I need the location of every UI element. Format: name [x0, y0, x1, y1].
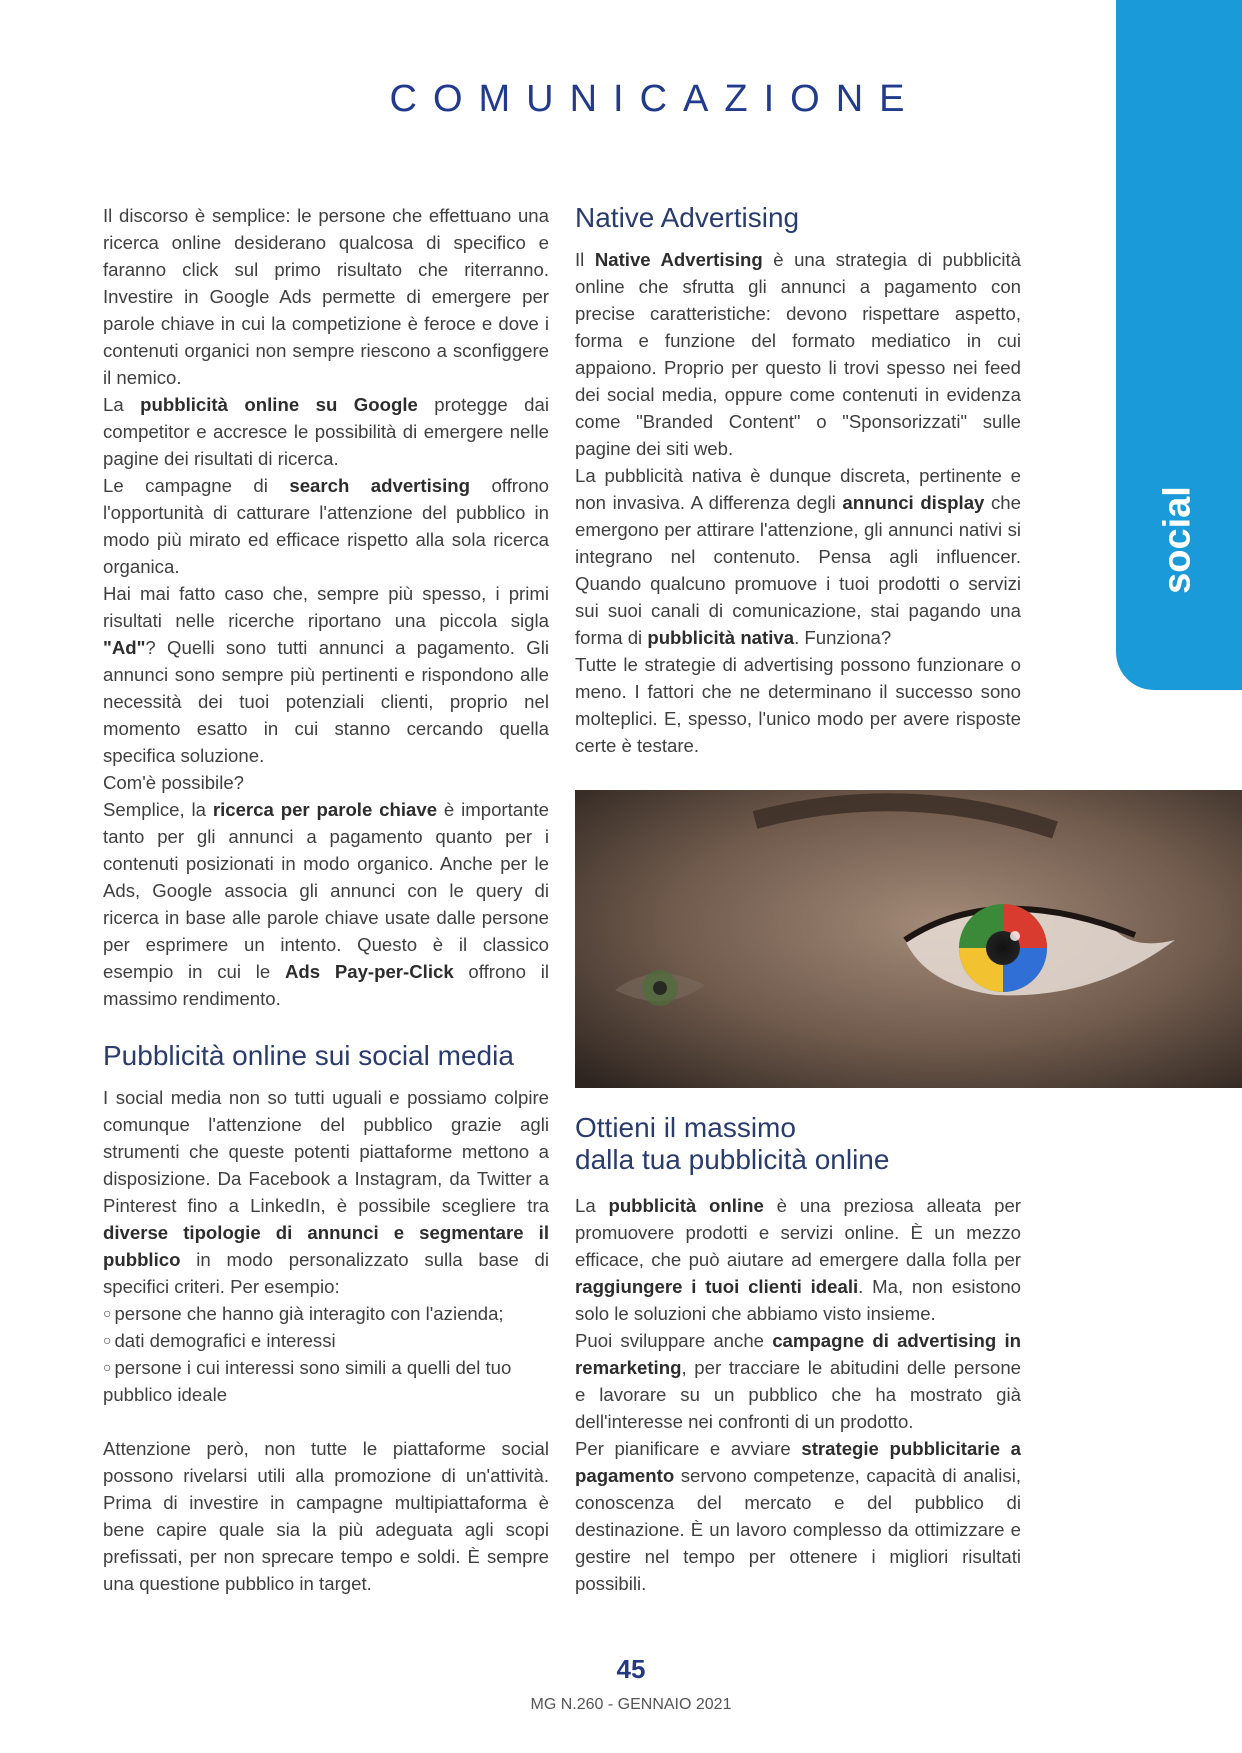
text-run: I social media non so tutti uguali e possiamo colpire comunque l'attenzione del pubblico grazie agli strumenti che queste potenti piattaforme mettono a disposizione. Da Facebook a Instagram, da Twitter a Pinterest fino a LinkedIn, è possibile scegliere tra: [103, 1087, 549, 1216]
body-paragraph: [103, 202, 549, 391]
body-paragraph: [575, 1192, 1021, 1327]
text-run: Semplice, la: [103, 799, 213, 820]
body-paragraph: [575, 246, 1021, 462]
list-item: ○ dati demografici e interessi: [103, 1327, 549, 1354]
bold-text: pubblicità online su Google: [140, 394, 418, 415]
page-header: COMUNICAZIONE: [389, 78, 921, 120]
left-column: [103, 202, 549, 1597]
right-column-top: [575, 202, 1021, 759]
text-run: è una preziosa alleata per promuovere prodotti e servizi online. È un mezzo efficace, che può aiutare ad emergere dalla folla per: [575, 1195, 1021, 1270]
page-number: 45: [616, 1654, 646, 1684]
bold-text: annunci display: [842, 492, 985, 513]
body-paragraph: [103, 472, 549, 580]
text-run: Tutte le strategie di advertising possono funzionare o meno. I fattori che ne determinano il successo sono molteplici. E, spesso, l'unico modo per avere risposte certe è testare.: [575, 654, 1021, 756]
bold-text: strategie pubblicitarie a pagamento: [575, 1438, 1021, 1486]
text-run: servono competenze, capacità di analisi, conoscenza del mercato e del pubblico di destinazione. È un lavoro complesso da ottimizzare e gestire nel tempo per ottenere i migliori risultati possibili.: [575, 1465, 1021, 1594]
list-item: ○ persone che hanno già interagito con l'azienda;: [103, 1300, 549, 1327]
body-paragraph: [103, 769, 549, 796]
closing-paragraph: Attenzione però, non tutte le piattaforme social possono rivelarsi utili alla promozione di un'attività. Prima di investire in campagne multipiattaforma è bene capire quale sia la più adeguata agli scopi prefissati, per non sprecare tempo e soldi. È sempre una questione pubblico in target.: [103, 1438, 549, 1594]
bold-text: ricerca per parole chiave: [212, 799, 438, 820]
left-paragraphs: [103, 202, 549, 1012]
eye-illustration: [575, 790, 1242, 1088]
text-run: protegge dai competitor e accresce le possibilità di emergere nelle pagine dei risultati di ricerca.: [103, 394, 549, 469]
bold-text: pubblicità online: [608, 1195, 764, 1216]
bold-text: Ads Pay-per-Click: [284, 961, 454, 982]
native-paragraphs: [575, 246, 1021, 759]
text-run: Hai mai fatto caso che, sempre più spesso, i primi risultati nelle ricerche riportano una piccola sigla: [103, 583, 549, 631]
ottieni-heading-line1: Ottieni il massimo: [575, 1112, 796, 1143]
text-run: Il: [575, 249, 595, 270]
text-run: ? Quelli sono tutti annunci a pagamento. Gli annunci sono sempre più pertinenti e rispondono alle necessità dei tuoi potenziali clienti, proprio nel momento esatto in cui stanno cercando quella specifica soluzione.: [103, 637, 549, 766]
text-run: è importante tanto per gli annunci a pagamento quanto per i contenuti posizionati in modo organico. Anche per le Ads, Google associa gli annunci con le query di ricerca in base alle parole chiave usate dalle persone per esprimere un intento. Questo è il classico esempio in cui le: [103, 799, 549, 982]
body-paragraph: [103, 391, 549, 472]
text-run: Per pianificare e avviare: [575, 1438, 802, 1459]
bold-text: raggiungere i tuoi clienti ideali: [575, 1276, 859, 1297]
eye-photo: [575, 790, 1242, 1088]
section-tab-label: social: [1156, 486, 1199, 594]
bold-text: pubblicità nativa: [647, 627, 795, 648]
text-run: Il discorso è semplice: le persone che effettuano una ricerca online desiderano qualcosa di specifico e faranno click sul primo risultato che riterranno. Investire in Google Ads permette di emergere per parole chiave in cui la competizione è feroce e dove i contenuti organici non sempre riescono a sconfiggere il nemico.: [103, 205, 549, 388]
spacer: [103, 1408, 549, 1435]
social-paragraphs: [103, 1084, 549, 1300]
body-paragraph: [575, 1435, 1021, 1597]
text-run: che emergono per attirare l'attenzione, gli annunci nativi si integrano nel contenuto. Pensa agli influencer. Quando qualcuno promuove i tuoi prodotti o servizi sui suoi canali di comunicazione, stai pagando una forma di: [575, 492, 1021, 648]
body-paragraph: [575, 651, 1021, 759]
text-run: è una strategia di pubblicità online che sfrutta gli annunci a pagamento con precise caratteristiche: devono rispettare aspetto, forma e funzione del formato mediatico in cui appaiono. Proprio per questo li trovi spesso nei feed dei social media, oppure come contenuti in evidenza come "Branded Content" o "Sponsorizzati" sulle pagine dei siti web.: [575, 249, 1021, 459]
body-paragraph: [103, 580, 549, 769]
text-run: La pubblicità nativa è dunque discreta, pertinente e non invasiva. A differenza degli: [575, 465, 1021, 513]
bold-text: Native Advertising: [594, 249, 763, 270]
ottieni-paragraphs: [575, 1192, 1021, 1597]
social-heading: Pubblicità online sui social media: [103, 1040, 514, 1071]
body-paragraph: [103, 796, 549, 1012]
bold-text: search advertising: [289, 475, 470, 496]
text-run: Com'è possibile?: [103, 772, 245, 793]
body-paragraph: [575, 1327, 1021, 1435]
criteria-list: [103, 1300, 549, 1408]
issue-info: MG N.260 - GENNAIO 2021: [530, 1696, 732, 1713]
text-run: offrono l'opportunità di catturare l'attenzione del pubblico in modo più mirato ed efficace rispetto alla sola ricerca organica.: [103, 475, 550, 577]
right-column-bottom: [575, 1192, 1021, 1597]
text-run: offrono il massimo rendimento.: [103, 961, 549, 1009]
body-paragraph: [103, 1084, 549, 1300]
text-run: in modo personalizzato sulla base di specifici criteri. Per esempio:: [103, 1249, 549, 1297]
text-run: . Funziona?: [794, 627, 892, 648]
ottieni-heading-line2: dalla tua pubblicità online: [575, 1144, 890, 1175]
text-run: La: [575, 1195, 609, 1216]
ottieni-heading: [575, 1112, 1021, 1176]
text-run: , per tracciare le abitudini delle persone e lavorare su un pubblico che ha mostrato già dell'interesse nei confronti di un prodotto.: [575, 1357, 1021, 1432]
list-item: ○ persone i cui interessi sono simili a quelli del tuo pubblico ideale: [103, 1354, 549, 1408]
bold-text: campagne di advertising in remarketing: [575, 1330, 1021, 1378]
text-run: Le campagne di: [103, 475, 290, 496]
native-heading: Native Advertising: [575, 202, 800, 233]
text-run: La: [103, 394, 141, 415]
body-paragraph: [575, 462, 1021, 651]
text-run: . Ma, non esistono solo le soluzioni che abbiamo visto insieme.: [575, 1276, 1021, 1324]
bold-text: diverse tipologie di annunci e segmentare il pubblico: [103, 1222, 549, 1270]
bold-text: "Ad": [103, 637, 146, 658]
text-run: Puoi sviluppare anche: [575, 1330, 773, 1351]
